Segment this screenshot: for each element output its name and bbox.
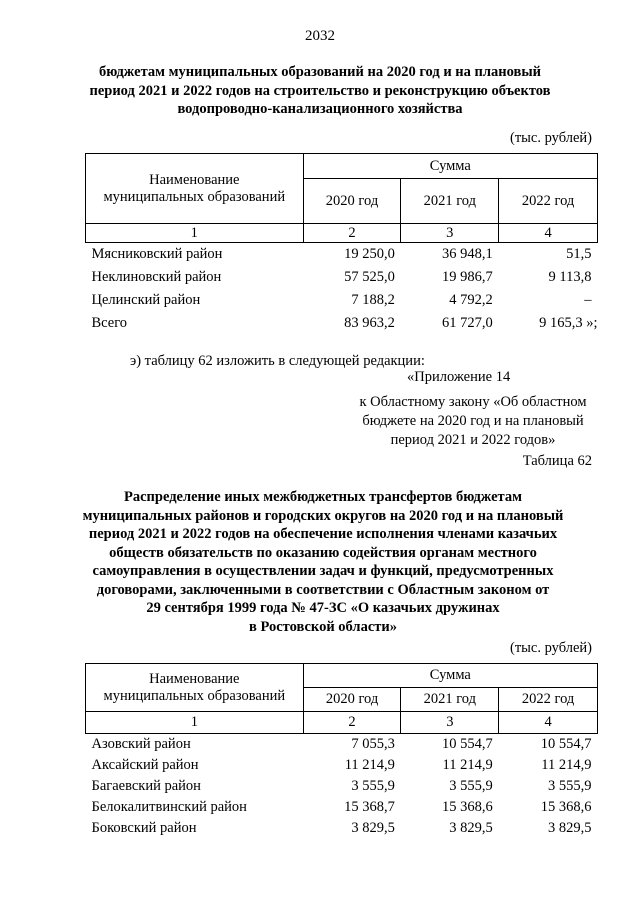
- title-line: 29 сентября 1999 года № 47-ЗС «О казачьих дружинах: [146, 600, 500, 616]
- title-line: период 2021 и 2022 годов на обеспечение исполнения членами казачьих: [88, 526, 558, 542]
- table-1: [85, 153, 598, 335]
- title-line: муниципальных районов и городских округов на 2020 год и на плановый: [82, 507, 564, 524]
- table-row: Белокалитвинский район 15 368,7 15 368,6 15 368,6: [91, 798, 592, 815]
- header-year: 2022 год: [499, 688, 598, 712]
- header-name: Наименование муниципальных образований: [86, 664, 304, 712]
- law-reference: к Областному закону «Об областном бюджете на 2020 год и на плановый период 2021 и 2022 годов»: [359, 394, 587, 448]
- index-cell: 4: [499, 712, 598, 734]
- table-row: Боковский район 3 829,5 3 829,5 3 829,5: [91, 819, 592, 836]
- title-line: Распределение иных межбюджетных трансфертов бюджетам: [124, 489, 522, 505]
- title-line: бюджетам муниципальных образований на 2020 год и на плановый: [98, 64, 542, 80]
- header-year: 2022 год: [499, 179, 598, 224]
- index-cell: 3: [401, 224, 499, 243]
- title-line: в Ростовской области»: [249, 618, 397, 635]
- table-row: Азовский район 7 055,3 10 554,7 10 554,7: [91, 735, 592, 752]
- index-cell: 3: [401, 712, 499, 734]
- header-year: 2020 год: [303, 179, 401, 224]
- table-row: Аксайский район 11 214,9 11 214,9 11 214,9: [91, 756, 592, 773]
- title-line: самоуправления в осуществлении задач и функций, предусмотренных: [92, 563, 554, 579]
- appendix-label: «Приложение 14: [407, 369, 511, 385]
- index-cell: 2: [303, 224, 401, 243]
- header-year: 2021 год: [401, 179, 499, 224]
- title-line: договорами, заключенными в соответствии с Областным законом от: [96, 581, 550, 598]
- paragraph: э) таблицу 62 изложить в следующей редакции:: [130, 353, 425, 369]
- title-line: период 2021 и 2022 годов на строительство и реконструкцию объектов: [89, 82, 551, 99]
- title-line: водопроводно-канализационного хозяйства: [177, 101, 463, 117]
- index-cell: 2: [303, 712, 401, 734]
- header-sum: Сумма: [303, 154, 597, 179]
- index-cell: 4: [499, 224, 598, 243]
- page-number: 2032: [305, 28, 335, 44]
- table-row: Всего 83 963,2 61 727,0 9 165,3 »;: [91, 314, 598, 331]
- table-row: Мясниковский район 19 250,0 36 948,1 51,5: [91, 245, 592, 262]
- index-cell: 1: [86, 712, 304, 734]
- header-year: 2020 год: [303, 688, 401, 712]
- header-sum: Сумма: [303, 664, 597, 688]
- table-row: Багаевский район 3 555,9 3 555,9 3 555,9: [91, 777, 592, 794]
- header-year: 2021 год: [401, 688, 499, 712]
- units-label: (тыс. рублей): [510, 130, 592, 146]
- table-2: [85, 663, 598, 839]
- header-name: Наименование муниципальных образований: [86, 154, 304, 224]
- table-row: Неклиновский район 57 525,0 19 986,7 9 113,8: [91, 268, 592, 285]
- index-cell: 1: [86, 224, 304, 243]
- title-line: обществ обязательств по оказанию содействия органам местного: [109, 544, 537, 561]
- table-title-1: [80, 63, 560, 119]
- table-number: Таблица 62: [522, 453, 592, 469]
- table-row: Целинский район 7 188,2 4 792,2 –: [91, 291, 592, 308]
- units-label-2: (тыс. рублей): [510, 640, 592, 656]
- table-title-2: [80, 488, 566, 636]
